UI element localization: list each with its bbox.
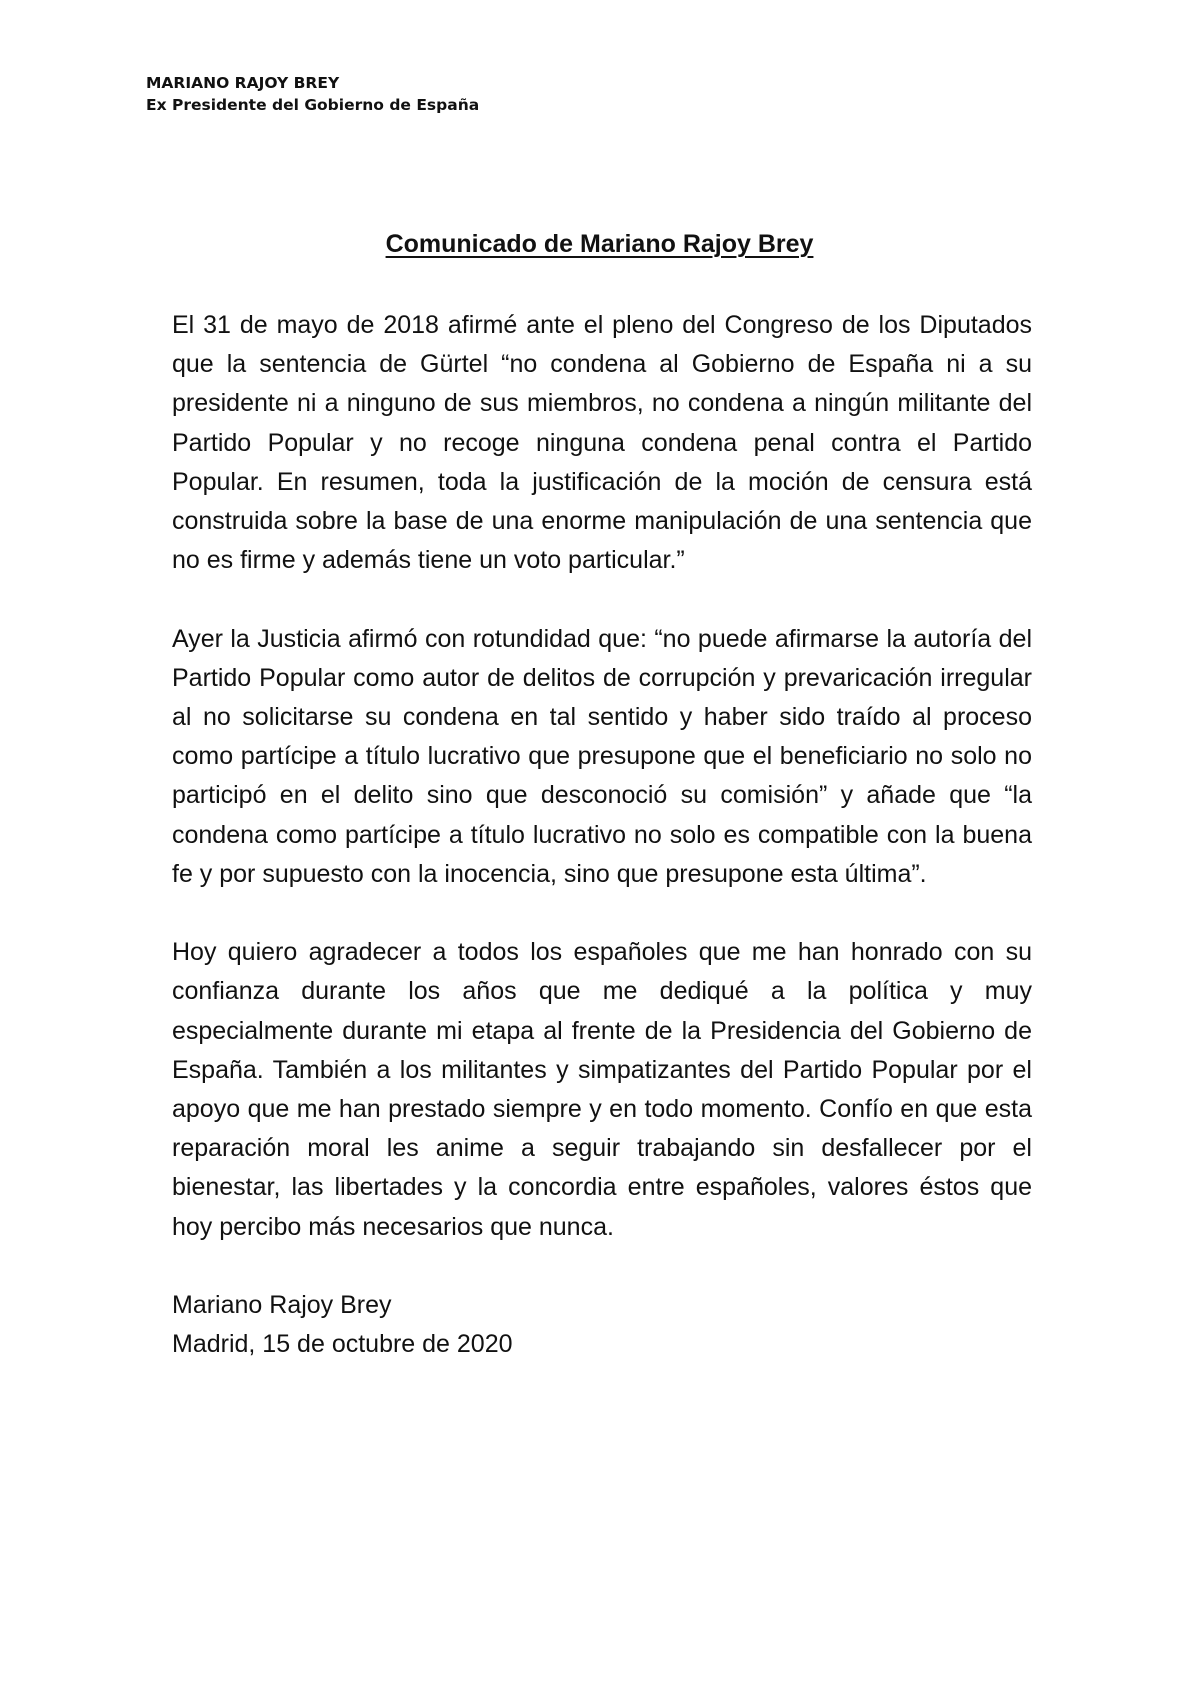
document-title: Comunicado de Mariano Rajoy Brey: [385, 230, 814, 258]
paragraph-1: El 31 de mayo de 2018 afirmé ante el pleno del Congreso de los Diputados que la sentencia de Gürtel “no condena al Gobierno de España ni a su presidente ni a ninguno de sus miembros, no condena a ningún militante del Partido Popular y no recoge ninguna condena penal contra el Partido Popular. En resumen, toda la justificación de la moción de censura está construida sobre la base de una enorme manipulación de una sentencia que no es firme y además tiene un voto particular.”: [172, 311, 1032, 575]
paragraph-3: Hoy quiero agradecer a todos los españoles que me han honrado con su confianza durante los años que me dediqué a la política y muy especialmente durante mi etapa al frente de la Presidencia del Gobierno de España. También a los militantes y simpatizantes del Partido Popular por el apoyo que me han prestado siempre y en todo momento. Confío en que esta reparación moral les anime a seguir trabajando sin desfallecer por el bienestar, las libertades y la concordia entre españoles, valores éstos que hoy percibo más necesarios que nunca.: [172, 938, 1032, 1241]
letterhead: [146, 72, 479, 116]
letterhead-name: MARIANO RAJOY BREY: [146, 74, 340, 92]
signature-place-date: Madrid, 15 de octubre de 2020: [172, 1330, 513, 1359]
letterhead-position: Ex Presidente del Gobierno de España: [146, 96, 480, 114]
document-body: [172, 306, 1032, 1364]
signature-block: [172, 1286, 1032, 1364]
signature-name: Mariano Rajoy Brey: [172, 1291, 392, 1320]
paragraph-2: Ayer la Justicia afirmó con rotundidad que: “no puede afirmarse la autoría del Partido Popular como autor de delitos de corrupción y prevaricación irregular al no solicitarse su condena en tal sentido y haber sido traído al proceso como partícipe a título lucrativo que presupone que el beneficiario no solo no participó en el delito sino que desconoció su comisión” y añade que “la condena como partícipe a título lucrativo no solo es compatible con la buena fe y por supuesto con la inocencia, sino que presupone esta última”.: [172, 624, 1032, 888]
